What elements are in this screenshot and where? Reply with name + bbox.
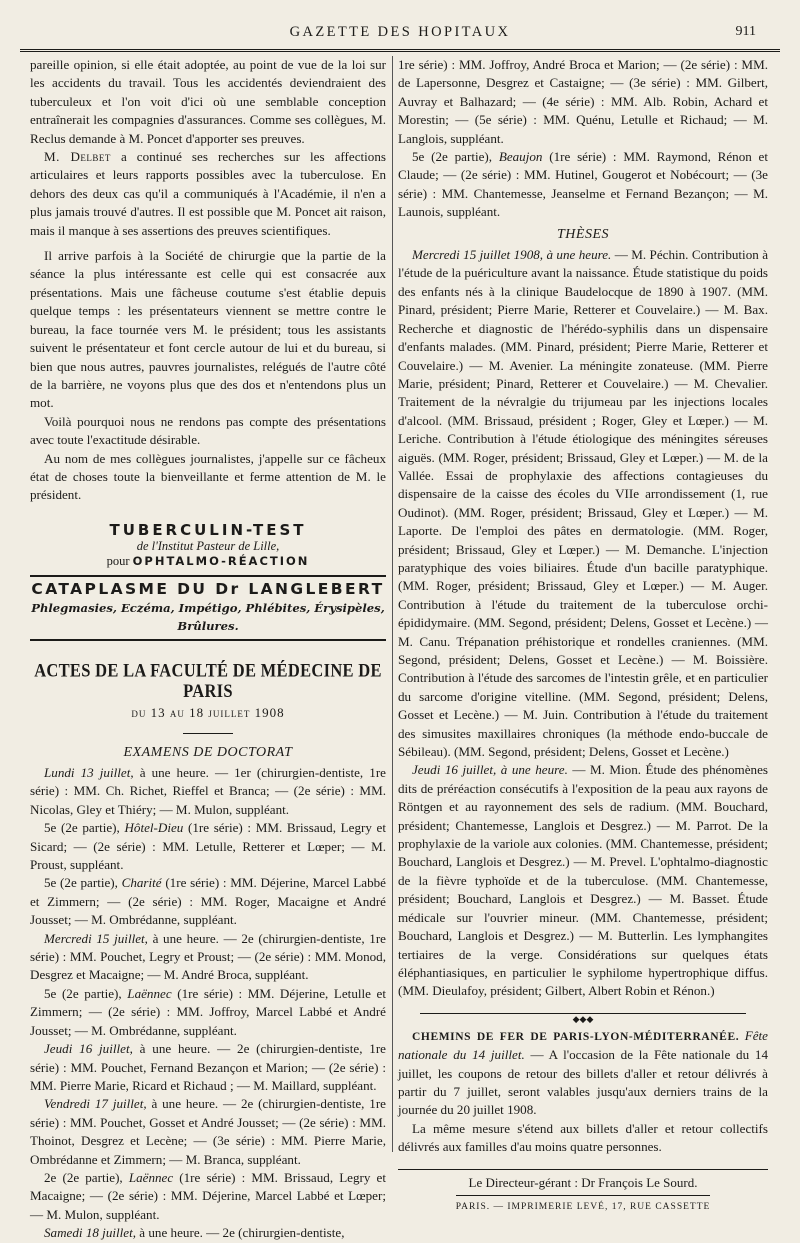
theses-jeudi: Jeudi 16 juillet, à une heure. — M. Mion. Étude des phénomènes dits de préréaction consécutifs à l'exposition de la peau aux rayons de Röntgen et au rayonnement des sels de radium. (MM. Bouchard, président; Chantemesse, Langlois et Desgrez.) — M. Parrot. De la prophylaxie de la variole aux colonies. (MM. Chantemesse, président; Bouchard, Langlois et Desgrez.) — M. Prevel. L'ophtalmo-diagnostic de la fièvre typhoïde et de la tuberculose. (MM. Chantemesse, président; Bouchard, Langlois et Desgrez.) — M. Basset. Étude médicale sur l'ouvrier mineur. (MM. Chantemesse, président; Bouchard, Langlois et Desgrez.) — M. Butterlin. Les lymphangites tertiaires de la verge. Considérations sur quelques états éléphantiasiques, en particulier le syphilome hypertrophique diffus. (MM. Dieulafoy, président; Gilbert, Albert Robin et Rénon.) [398,762,768,999]
exam-lundi-hotel-dieu: 5e (2e partie), Hôtel-Dieu (1re série) : MM. Brissaud, Legry et Sicard; — (2e série) : MM. Letulle, Retterer et Lœper; — M. Proust, suppléant. [30,820,386,873]
theses-heading: THÈSES [557,226,609,242]
news-plm-2: La même mesure s'étend aux billets d'aller et retour collectifs délivrés aux familles d'au moins quatre personnes. [398,1120,768,1155]
paragraph-presentations: Il arrive parfois à la Société de chirurgie que la partie de la séance la plus intéressante est celle qui est consacrée aux présentations. Mais une fâcheuse coutume s'est établie depuis quelque temps : les présentateurs viennent se mettre contre le bureau, la face tournée vers M. le président; tous les assistants suivent le présentateur et font cercle autour de lui et du bureau, si bien que nous autres, pauvres journalistes, relégués de l'autre côté de la barrière, ne voyons plus que des dos et n'entendons plus un mot. [30,248,386,411]
ornament-icon: ◆◆◆ [569,1014,598,1024]
paragraph-delbet [30,148,386,240]
column-divider [392,56,393,1152]
paragraph-compte-rendu: Voilà pourquoi nous ne rendons pas compte des présentations avec toute l'exactitude désirable. [30,413,386,448]
tuberculin-pour: pour [106,554,133,569]
cataplasme-indications: Phlegmasies, Eczéma, Impétigo, Phlébites, Érysipèles, Brûlures. [31,600,385,633]
cataplasme-title: CATAPLASME DU Dr LANGLEBERT [31,580,385,599]
author-name: M. Delbet [44,149,111,165]
tuberculin-advertisement [30,521,386,569]
exams-heading: EXAMENS DE DOCTORAT [123,744,293,760]
page-footer [398,1169,768,1217]
news-plm: CHEMINS DE FER DE PARIS-LYON-MÉDITERRANÉE. Fête nationale du 14 juillet. — A l'occasion de la Fête nationale du 14 juillet, les coupons de retour des billets d'aller et retour délivrés à partir du 7 juillet, seront valables jusqu'aux derniers trains de la journée du 20 juillet 1908. [398,1027,768,1118]
exam-lundi: Lundi 13 juillet, à une heure. — 1er (chirurgien-dentiste, 1re série) : MM. Ch. Richet, Rieffel et Branca; — (2e série) : MM. Nicolas, Gley et Thiéry; — M. Mulon, suppléant. [30,765,386,817]
news-title: CHEMINS DE FER DE PARIS-LYON-MÉDITERRANÉE. [412,1030,740,1043]
ornamental-divider [398,1009,768,1024]
paragraph-reclus: pareille opinion, si elle était adoptée, au point de vue de la loi sur les accidents du travail. Tous les accidentés deviendraient des tuberculeux et l'on voit d'ici où une semblable conception entraînerait les compagnies d'assurances. Comme ses collègues, M. Reclus demande à M. Poncet d'apporter ses preuves. [30,57,386,146]
journal-title: GAZETTE DES HOPITAUX [289,24,511,40]
exam-samedi: Samedi 18 juillet, à une heure. — 2e (chirurgien-dentiste, [44,1225,345,1241]
left-column [30,56,386,1243]
exam-mercredi-laennec: 5e (2e partie), Laënnec (1re série) : MM. Déjerine, Letulle et Zimmern; — (2e série) : MM. Joffroy, Marcel Labbé et André Jousset; — M. Ombrédanne, suppléant. [30,985,386,1038]
exam-vendredi: Vendredi 17 juillet, à une heure. — 2e (chirurgien-dentiste, 1re série) : MM. Pouchet, Gosset et André Jousset; — (2e série) : MM. Thoinot, Desgrez et Lecène; — (3e série) : MM. Pierre Marie, Ombrédanne et Zimmern; — M. Branca, suppléant. [30,1096,386,1167]
running-header [22,22,778,44]
header-double-rule [20,49,780,52]
exam-lundi-charite: 5e (2e partie), Charité (1re série) : MM. Déjerine, Marcel Labbé et Zimmern; — (2e série) : MM. Roger, Macaigne et André Jousset; — M. Ombrédanne, suppléant. [30,875,386,928]
paragraph-appel: Au nom de mes collègues journalistes, j'appelle sur ce fâcheux état de choses toute la bienveillante et ferme attention de M. le président. [30,450,386,503]
section-dates: du 13 au 18 juillet 1908 [131,705,285,721]
tuberculin-title: TUBERCULIN-TEST [109,520,307,539]
exam-mercredi: Mercredi 15 juillet, à une heure. — 2e (chirurgien-dentiste, 1re série) : MM. Pouchet, Legry et Proust; — (2e série) : MM. Monod, Desgrez et Macaigne; — M. André Broca, suppléant. [30,930,386,983]
short-rule [183,733,233,734]
exam-samedi-beaujon: 5e (2e partie), Beaujon (1re série) : MM. Raymond, Rénon et Claude; — (2e série) : MM. Hutinel, Gougerot et Nobécourt; — (3e série) : MM. Chantemesse, Jeanselme et Fernand Bezançon; — M. Launois, suppléant. [398,149,769,220]
tuberculin-source: de l'Institut Pasteur de Lille, [136,539,280,554]
ophtalmo-reaction-label: OPHTALMO-RÉACTION [132,554,310,569]
exam-vendredi-laennec: 2e (2e partie), Laënnec (1re série) : MM. Brissaud, Legry et Macaigne; — (2e série) : MM. Déjerine, Marcel Labbé et Lœper; — M. Mulon, suppléant. [30,1169,386,1222]
exam-jeudi: Jeudi 16 juillet, à une heure. — 2e (chirurgien-dentiste, 1re série) : MM. Pouchet, Fernand Bezançon et Marion; — (2e série) : MM. Pierre Marie, Ricard et Richaud ; — M. Maillard, suppléant. [30,1041,386,1093]
cataplasme-advertisement [30,575,386,641]
printer-line: PARIS. — IMPRIMERIE LEVÉ, 17, RUE CASSETTE [456,1195,711,1216]
director-signature: Le Directeur-gérant : Dr François Le Sourd. [468,1174,698,1190]
exam-samedi-continued: 1re série) : MM. Joffroy, André Broca et Marion; — (2e série) : MM. de Lapersonne, Desgrez et Castaigne; — (3e série) : MM. Gilbert, Auvray et Balhazard; — (4e série) : MM. Alb. Robin, Achard et Morestin; — (5e série) : MM. Quénu, Letulle et Richaud; — M. Langlois, suppléant. [398,57,768,146]
right-column [398,56,768,1216]
page-number: 911 [735,24,756,39]
paragraph-text: a continué ses recherches sur les affections articulaires et leurs rapports possibles avec la tuberculose. En dehors des deux cas qu'il a communiqués à l'Académie, il n'en a plus jamais trouvé d'autres. Il est possible que M. Poncet ait raison, mais il manque à ses assertions des preuves scientifiques. [30,149,386,238]
section-title-actes: ACTES DE LA FACULTÉ DE MÉDECINE DE PARIS [34,659,382,703]
theses-mercredi: Mercredi 15 juillet 1908, à une heure. — M. Péchin. Contribution à l'étude de la puériculture avant la naissance. Étude statistique du poids des enfants nés à la clinique Baudelocque de 1890 à 1907. (MM. Pinard, président; Pierre Marie, Retterer et Couvelaire.) — M. Bax. Recherche et diagnostic de l'hérédo-syphilis dans un dispensaire d'enfants malades. (MM. Pinard, président; Pierre Marie, Retterer et Couvelaire.) — M. Avenier. La méningite zonateuse. (MM. Pierre Marie, président; Pinard, Retterer et Couvelaire.) — M. Chevalier. Traitement de la névralgie du trijumeau par les injections locales d'alcool. (MM. Brissaud, président ; Roger, Gley et Lœper.) — M. Leriche. Contribution à l'étude étiologique des méningites séreuses aiguës. (MM. Roger, président; Brissaud, Gley et Lœper.) — M. de la Vallée. Essai de prophylaxie des affections contagieuses du dispensaire de la caisse des écoles du VIIe arrondissement (1, rue Oudinot). (MM. Roger, président; Brissaud, Gley et Lœper.) — M. Laporte. De l'emploi des pâtes en dermatologie. (MM. Roger, président; Brissaud, Gley et Lœper.) — M. Demanche. L'injection paratyphique des voies biliaires. Étude d'un bacille paratyphique. (MM. Roger, président; Brissaud, Gley et Lœper.) — M. Auger. Contribution à l'étude du traitement de la tuberculose orchi-épididymaire. (MM. Segond, président; Delens, Gosset et Lecène.) — M. Canu. Trépanation préhistorique et rondelles craniennes. (MM. Segond, président; Delens, Gosset et Lecène.) — M. Boissière. Contribution à l'étude des sarcomes de l'intestin grêle, et en particulier du sarcome d'origine vitelline. (MM. Segond, président; Delens, Gosset et Lecène.) — M. Juin. Contribution à l'étude du traitement des simusites maxillaires chroniques (la méthode endo-buccale de Sébileau). (MM. Segond, président; Delens, Gosset et Lecène.) [398,247,768,760]
